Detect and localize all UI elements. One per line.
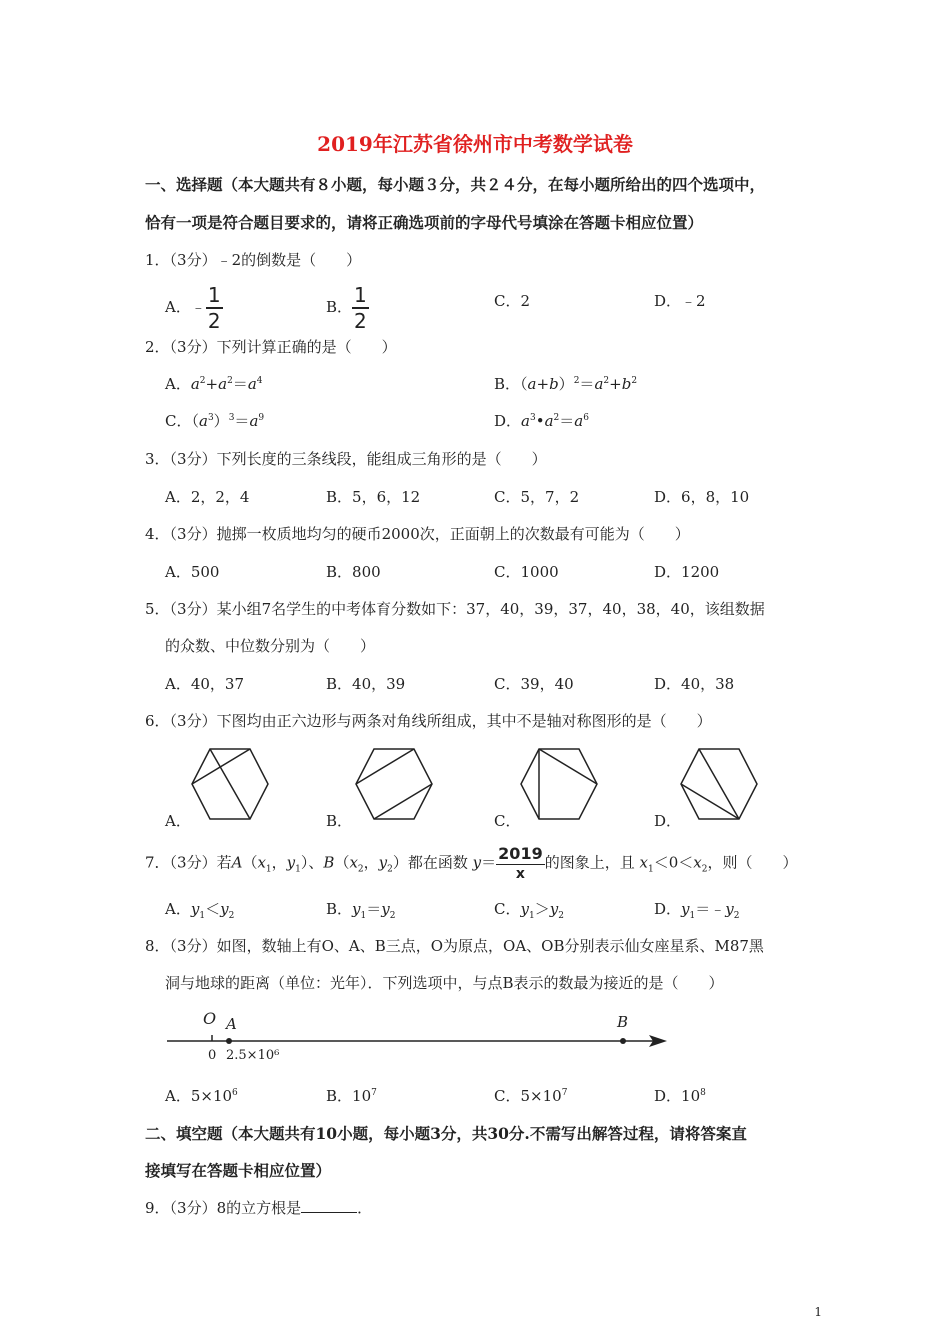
label-b: B bbox=[617, 1013, 629, 1031]
q8-option-c: C．$5\times 10^7$ bbox=[494, 1087, 568, 1105]
q8-option-a: A．$5\times 10^6$ bbox=[165, 1087, 238, 1105]
q5-option-a: A．40，37 bbox=[165, 675, 245, 693]
q1-option-a: A．﹣ $\frac{1}{2}$ bbox=[165, 283, 221, 333]
question-1-stem: 1．（3分）﹣2的倒数是（ ） bbox=[145, 251, 362, 269]
page-number: 1 bbox=[814, 1305, 822, 1319]
q3-option-b: B．5，6，12 bbox=[326, 488, 421, 506]
q5-option-c: C．39，40 bbox=[494, 675, 574, 693]
q1-b-fraction: $\frac{1}{2}$ bbox=[354, 283, 367, 333]
q7-option-b: B．$y_1=y_2$ bbox=[326, 900, 396, 921]
q8-option-d: D．$10^8$ bbox=[654, 1087, 706, 1105]
question-7-stem: 7．（3分）若$A(x_1$，$y_1$）、$B(x_2$，$y_2$）都在函数 y＝ $\frac{2019}{x}$ 的图象上，且 $x_1<0<x_2$，则（ ） bbox=[145, 844, 798, 882]
section-1-heading-line2: 恰有一项是符合题目要求的，请将正确选项前的字母代号填涂在答题卡相应位置） bbox=[145, 213, 704, 232]
question-8-stem-line2: 洞与地球的距离（单位：光年）．下列选项中，与点B表示的数最为接近的是（ ） bbox=[165, 974, 724, 992]
q4-option-a: A．500 bbox=[165, 563, 220, 581]
q6-option-c-label: C． bbox=[494, 812, 521, 830]
section-2-heading-line1: 二、填空题（本大题共有10小题，每小题3分，共30分.不需写出解答过程，请将答案直 bbox=[145, 1124, 747, 1143]
q5-option-d: D．40，38 bbox=[654, 675, 735, 693]
label-o: O bbox=[203, 1009, 217, 1028]
q6-hexagon-c bbox=[519, 746, 599, 822]
label-a: A bbox=[226, 1015, 237, 1033]
q2-option-c: C．$(a^3)^3=a^9$ bbox=[165, 412, 265, 430]
q1-option-d: D．﹣2 bbox=[654, 292, 706, 310]
q2-option-a: A．$a^2+a^2=a^4$ bbox=[165, 375, 263, 393]
point-a-dot bbox=[226, 1038, 232, 1044]
q4-option-b: B．800 bbox=[326, 563, 381, 581]
section-2-heading-line2: 接填写在答题卡相应位置） bbox=[145, 1161, 332, 1180]
q1-option-c: C．2 bbox=[494, 292, 531, 310]
question-5-stem-line1: 5．（3分）某小组7名学生的中考体育分数如下：37，40，39，37，40，38，40，该组数据 bbox=[145, 600, 765, 618]
q3-option-a: A．2，2，4 bbox=[165, 488, 250, 506]
q1-option-b: B． $\frac{1}{2}$ bbox=[326, 283, 367, 333]
document-title: 2019年江苏省徐州市中考数学试卷 bbox=[317, 132, 633, 156]
q3-option-c: C．5，7，2 bbox=[494, 488, 580, 506]
question-2-stem: 2．（3分）下列计算正确的是（ ） bbox=[145, 338, 397, 356]
question-6-stem: 6．（3分）下图均由正六边形与两条对角线所组成，其中不是轴对称图形的是（ ） bbox=[145, 712, 712, 730]
q6-hexagon-b bbox=[354, 746, 434, 822]
question-3-stem: 3．（3分）下列长度的三条线段，能组成三角形的是（ ） bbox=[145, 450, 547, 468]
q4-option-d: D．1200 bbox=[654, 563, 720, 581]
tick-label-a: 2.5×10⁶ bbox=[226, 1048, 280, 1063]
q7-option-d: D．$y_1=﹣y_2$ bbox=[654, 900, 740, 921]
q2-option-b: B．$(a+b)^2=a^2+b^2$ bbox=[494, 375, 638, 393]
question-9-stem: 9．（3分）8的立方根是 ． bbox=[145, 1199, 373, 1217]
q9-answer-blank bbox=[301, 1198, 357, 1213]
point-b-dot bbox=[620, 1038, 626, 1044]
q6-hexagon-a bbox=[190, 746, 270, 822]
section-1-heading-line1: 一、选择题（本大题共有８小题，每小题３分，共２４分，在每小题所给出的四个选项中， bbox=[145, 175, 766, 194]
tick-label-0: 0 bbox=[208, 1048, 217, 1063]
q2-option-d: D．$a^3•a^2=a^6$ bbox=[494, 412, 589, 430]
q1-a-fraction: $\frac{1}{2}$ bbox=[207, 283, 221, 333]
q8-option-b: B．$10^7$ bbox=[326, 1087, 377, 1105]
question-4-stem: 4．（3分）抛掷一枚质地均匀的硬币2000次，正面朝上的次数最有可能为（ ） bbox=[145, 525, 690, 543]
q6-option-a-label: A． bbox=[165, 812, 191, 830]
q6-option-b-label: B． bbox=[326, 812, 353, 830]
q7-option-c: C．$y_1>y_2$ bbox=[494, 900, 564, 921]
question-5-stem-line2: 的众数、中位数分别为（ ） bbox=[165, 637, 376, 655]
q3-option-d: D．6，8，10 bbox=[654, 488, 750, 506]
q6-hexagon-d bbox=[679, 746, 759, 822]
question-8-stem-line1: 8．（3分）如图，数轴上有O、A、B三点，O为原点，OA、OB分别表示仙女座星系、M87黑 bbox=[145, 937, 764, 955]
q5-option-b: B．40，39 bbox=[326, 675, 406, 693]
q7-option-a: A．$y_1<y_2$ bbox=[165, 900, 235, 921]
q6-option-d-label: D． bbox=[654, 812, 682, 830]
q8-number-line bbox=[165, 1005, 675, 1067]
q4-option-c: C．1000 bbox=[494, 563, 559, 581]
q7-fraction: $\frac{2019}{x}$ bbox=[498, 844, 543, 882]
